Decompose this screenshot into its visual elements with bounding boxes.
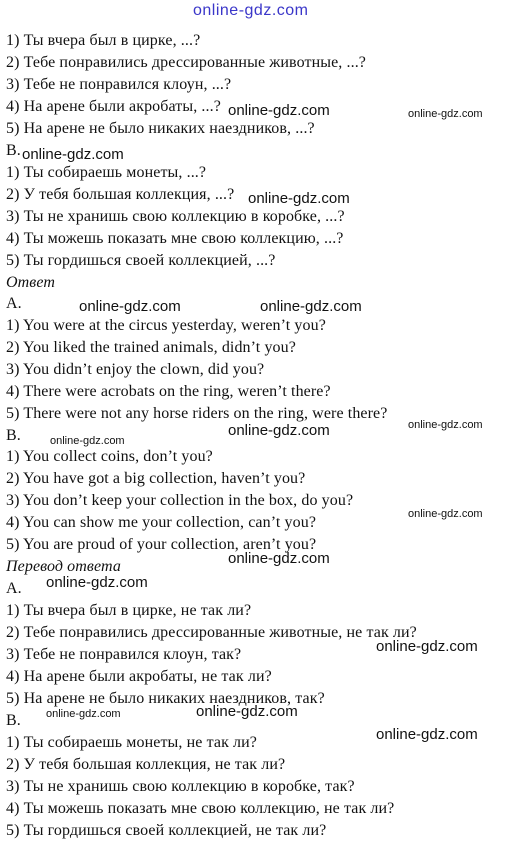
watermark: online-gdz.com: [79, 298, 181, 315]
line: 1) Ты вчера был в цирке, не так ли?: [6, 602, 252, 619]
line: 5) You are proud of your collection, aren’t you?: [6, 536, 317, 553]
line: 1) Ты собираешь монеты, не так ли?: [6, 734, 257, 751]
watermark: online-gdz.com: [46, 708, 121, 720]
watermark: online-gdz.com: [46, 574, 148, 591]
watermark: online-gdz.com: [22, 146, 124, 163]
watermark: online-gdz.com: [248, 190, 350, 207]
line: 2) У тебя большая коллекция, не так ли?: [6, 756, 286, 773]
watermark: online-gdz.com: [196, 703, 298, 720]
watermark: online-gdz.com: [408, 108, 483, 120]
line: 3) Ты не хранишь свою коллекцию в коробке, так?: [6, 778, 355, 795]
line: 4) There were acrobats on the ring, weren’t there?: [6, 383, 331, 400]
line: A.: [6, 580, 22, 597]
line: A.: [6, 295, 22, 312]
line: 4) На арене были акробаты, не так ли?: [6, 668, 272, 685]
line: 3) You don’t keep your collection in the box, do you?: [6, 492, 354, 509]
line: B.: [6, 712, 21, 729]
line: 3) You didn’t enjoy the clown, did you?: [6, 361, 265, 378]
watermark: online-gdz.com: [260, 298, 362, 315]
line: 5) Ты гордишься своей коллекцией, не так ли?: [6, 822, 327, 839]
watermark: online-gdz.com: [408, 419, 483, 431]
line: 2) Тебе понравились дрессированные животные, не так ли?: [6, 624, 417, 641]
watermark: online-gdz.com: [376, 638, 478, 655]
line: 4) You can show me your collection, can’t you?: [6, 514, 317, 531]
line: 2) You liked the trained animals, didn’t you?: [6, 339, 296, 356]
line: 4) Ты можешь показать мне свою коллекцию, ...?: [6, 230, 344, 247]
line: 2) You have got a big collection, haven’t you?: [6, 470, 306, 487]
line: B.: [6, 427, 21, 444]
line: 5) There were not any horse riders on the ring, were there?: [6, 405, 388, 422]
line: 3) Тебе не понравился клоун, так?: [6, 646, 242, 663]
section-heading: Ответ: [6, 274, 55, 291]
line: 3) Тебе не понравился клоун, ...?: [6, 76, 232, 93]
line: 4) На арене были акробаты, ...?: [6, 98, 221, 115]
watermark: online-gdz.com: [408, 508, 483, 520]
watermark: online-gdz.com: [228, 550, 330, 567]
header-watermark: online-gdz.com: [193, 2, 309, 19]
section-heading: Перевод ответа: [6, 558, 121, 575]
watermark: online-gdz.com: [228, 422, 330, 439]
line: 4) Ты можешь показать мне свою коллекцию, не так ли?: [6, 800, 395, 817]
watermark: online-gdz.com: [228, 102, 330, 119]
line: 2) Тебе понравились дрессированные животные, ...?: [6, 54, 367, 71]
line: 1) You collect coins, don’t you?: [6, 448, 213, 465]
line: 5) На арене не было никаких наездников, так?: [6, 690, 325, 707]
watermark: online-gdz.com: [50, 435, 125, 447]
line: 1) You were at the circus yesterday, weren’t you?: [6, 317, 326, 334]
line: B.: [6, 142, 21, 159]
line: 5) Ты гордишься своей коллекцией, ...?: [6, 252, 276, 269]
line: 1) Ты вчера был в цирке, ...?: [6, 32, 201, 49]
line: 1) Ты собираешь монеты, ...?: [6, 164, 207, 181]
line: 3) Ты не хранишь свою коллекцию в коробке, ...?: [6, 208, 345, 225]
watermark: online-gdz.com: [376, 726, 478, 743]
line: 2) У тебя большая коллекция, ...?: [6, 186, 235, 203]
line: 5) На арене не было никаких наездников, ...?: [6, 120, 315, 137]
